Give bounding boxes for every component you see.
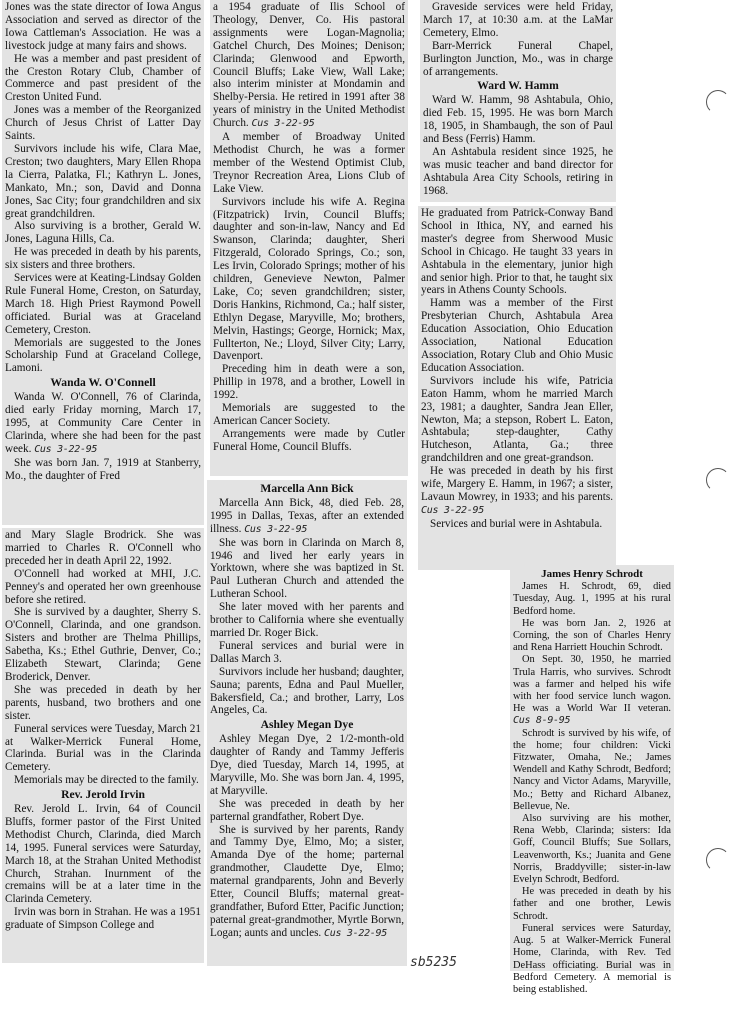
obituary-clipping-dye-hamm	[420, 0, 616, 202]
paragraph: O'Connell had worked at MHI, J.C. Penney's and operated her own greenhouse before she retired.	[5, 567, 201, 606]
paragraph: Graveside services were held Friday, March 17, at 10:30 a.m. at the LaMar Cemetery, Elmo.	[423, 1, 613, 39]
paragraph: Ashley Megan Dye, 2 1/2-month-old daughter of Randy and Tammy Jefferis Dye, died Tuesday, March 14, 1995, at Maryville, Mo. She was born Jan. 4, 1995, at Maryville.	[210, 733, 404, 797]
obituary-heading: Ashley Megan Dye	[260, 718, 354, 732]
binder-hole	[706, 90, 730, 114]
handwritten-date-note: Cus 8-9-95	[513, 715, 571, 727]
paragraph: and Mary Slagle Brodrick. She was married to Charles R. O'Connell who preceded her in death April 22, 1992.	[5, 529, 201, 567]
obituary-clipping-irvin-continued	[210, 0, 408, 476]
paragraph: Services and burial were in Ashtabula.	[430, 517, 603, 530]
paragraph: Jones was a member of the Reorganized Church of Jesus Christ of Latter Day Saints.	[5, 104, 201, 143]
paragraph: Memorials are suggested to the Jones Scholarship Fund at Graceland College, Lamoni.	[5, 336, 201, 375]
paragraph: Arrangements were made by Cutler Funeral Home, Council Bluffs.	[213, 427, 405, 453]
paragraph: Survivors include his wife A. Regina (Fitzpatrick) Irvin, Council Bluffs; daughter and son-in-law, Nancy and Ed Swanson, Clarinda; daughter, Sheri Fitzgerald, Colorado Springs, Co.; son, Les Irvin, Colorado Springs; mother of his children, Genevieve Newton, Palmer Lake, Co; seven grandchildren; sister, Doris Hankins, Richmond, Ca.; half sister, Ethlyn Degase, Maryville, Mo; brothers, Melvin, Hastings; George, Hornick; Max, Fullterton, Ne.; Lloyd, Silver City; Larry, Davenport.	[213, 195, 405, 363]
obituary-heading: Wanda W. O'Connell	[50, 376, 156, 390]
paragraph-text: He was preceded in death by his first wife, Margery E. Hamm, in 1967; a sister, Lavaun Mowrey, in 1933; and his parents.	[421, 465, 613, 503]
paragraph: She was born Jan. 7, 1919 at Stanberry, Mo., the daughter of Fred	[5, 456, 201, 482]
paragraph: Also surviving are his mother, Rena Webb, Clarinda; sisters: Ida Goff, Council Bluffs; Sue Sollars, Leavenworth, Ks.; Juanita and Gene Norris, Braddyville; sister-in-law Evelyn Schrodt, Bedford.	[513, 813, 671, 886]
paragraph: He was a member and past president of the Creston Rotary Club, Chamber of Commerce and past president of the Creston United Fund.	[5, 52, 201, 104]
obituary-heading: James Henry Schrodt	[541, 568, 643, 580]
paragraph: Services were at Keating-Lindsay Golden Rule Funeral Home, Creston, on Saturday, March 18. High Priest Raymond Powell officiated. Burial was at Graceland Cemetery, Creston.	[5, 272, 202, 336]
paragraph: Also surviving is a brother, Gerald W. Jones, Laguna Hills, Ca.	[5, 220, 201, 246]
paragraph-text: Marcella Ann Bick, 48, died Feb. 28, 1995 in Dallas, Texas, after an extended illness.	[210, 496, 404, 535]
obituary-clipping-hamm-continued	[418, 206, 616, 570]
paragraph: She later moved with her parents and brother to California where she eventually married Dr. Roger Bick.	[210, 601, 404, 639]
paragraph: She was born in Clarinda on March 8, 1946 and lived her early years in Yorktown, where she was baptized in St. Paul Lutheran Church and attended the Lutheran School.	[210, 536, 404, 601]
paragraph: Funeral services were Saturday, Aug. 5 at Walker-Merrick Funeral Home, Clarinda, with Rev. Ted DeHass officiating. Burial was in Bedford Cemetery. A memorial is being established.	[513, 922, 671, 995]
paragraph	[213, 1, 405, 131]
paragraph: Schrodt is survived by his wife, of the home; four children: Vicki Fitzwater, Omaha, Ne.; James Wendell and Kathy Schrodt, Bedford; Nancy and Victor Adams, Maryville, Mo.; Betty and Richard Albanez, Bellevue, Ne.	[513, 727, 671, 812]
obituary-clipping-oconnell-irvin	[2, 528, 204, 963]
handwritten-date-note: Cus 3-22-95	[324, 927, 387, 939]
paragraph-text: a 1954 graduate of Ilis School of Theology, Denver, Co. His pastoral assignments were Logan-Magnolia; Gatchel Church, Des Moines; Denison; Clarinda; Glenwood and Epworth, Council Bluffs; Lake View, Wall Lake; also interim minister at Mondamin and Shelby-Persia. He retired in 1991 after 38 years of ministry in the United Methodist Church.	[213, 1, 405, 130]
paragraph: Memorials may be directed to the family.	[14, 774, 199, 787]
paragraph: Funeral services were Tuesday, March 21 at Walker-Merrick Funeral Home, Clarinda. Burial was in the Clarinda Cemetery.	[5, 722, 201, 774]
archive-number-handwritten: sb5235	[410, 955, 457, 970]
paragraph: He was preceded in death by his parents, six sisters and three brothers.	[5, 246, 201, 272]
handwritten-date-note: Cus 3-22-95	[34, 443, 98, 455]
paragraph	[421, 465, 613, 518]
paragraph: Preceding him in death were a son, Phillip in 1978, and a brother, Lowell in 1992.	[213, 363, 405, 402]
paragraph-text: She is survived by her parents, Randy and Tammy Dye, Elmo, Mo; a sister, Amanda Dye of the home; parternal grandmother, Claudette Dye, Elmo; maternal grandparents, John and Beverly Etter, Council Bluffs; maternal great-grandfather, Buford Etter, Pacific Junction; paternal great-grandmother, Myrtle Borwn, Logan; aunts and uncles.	[210, 823, 404, 939]
paragraph: An Ashtabula resident since 1925, he was music teacher and band director for Ashtabula Area City Schools, retiring in 1968.	[423, 145, 613, 197]
obituary-heading: Marcella Ann Bick	[260, 482, 354, 495]
paragraph: Ward W. Hamm, 98 Ashtabula, Ohio, died Feb. 15, 1995. He was born March 18, 1905, in Shambaugh, the son of Paul and Bess (Ferris) Hamm.	[423, 94, 613, 146]
paragraph	[513, 654, 671, 727]
paragraph: A member of Broadway United Methodist Church, he was a former member of the Westend Optimist Club, Treynor Recreation Area, Lions Club of Lake View.	[213, 131, 405, 195]
paragraph: She was preceded in death by her parternal grandfather, Robert Dye.	[210, 797, 404, 823]
obituary-heading: Ward W. Hamm	[477, 79, 559, 93]
paragraph: Memorials are suggested to the American Cancer Society.	[213, 402, 405, 427]
paragraph-text: On Sept. 30, 1950, he married Trula Harris, who survives. Schrodt was a farmer and helped his wife with her food service lunch wagon. He was a World War II veteran.	[513, 654, 671, 715]
paragraph	[210, 497, 404, 537]
handwritten-date-note: Cus 3-22-95	[251, 118, 315, 130]
paragraph-text: Wanda W. O'Connell, 76 of Clarinda, died early Friday morning, March 17, 1995, at Community Care Center in Clarinda, where she had been for the past week.	[5, 391, 201, 455]
paragraph: Survivors include her husband; daughter, Sauna; parents, Edna and Paul Mueller, Bakersfield, Ca.; and brother, Larry, Los Angeles, Ca.	[210, 665, 404, 717]
binder-hole	[706, 468, 730, 492]
paragraph: Barr-Merrick Funeral Chapel, Burlington Junction, Mo., was in charge of arrangements.	[423, 39, 613, 78]
paragraph: Rev. Jerold L. Irvin, 64 of Council Bluffs, former pastor of the First United Methodist Church, Clarinda, died March 14, 1995. Funeral services were Saturday, March 18, at the Strahan United Methodist Church, Strahan. Inurnment of the cremains will be at a later time in the Clarinda Cemetery.	[5, 803, 201, 906]
paragraph: He was born Jan. 2, 1926 at Corning, the son of Charles Henry and Rena Harriett Houchin Schrodt.	[513, 617, 671, 654]
paragraph: Irvin was born in Strahan. He was a 1951 graduate of Simpson College and	[5, 906, 201, 932]
obituary-clipping-schrodt	[510, 565, 674, 995]
handwritten-date-note: Cus 3-22-95	[244, 523, 308, 535]
handwritten-date-note: Cus 3-22-95	[421, 504, 484, 516]
obituary-clipping-bick-dye	[207, 480, 407, 966]
paragraph: He was preceded in death by his father and one brother, Lewis Schrodt.	[513, 886, 671, 922]
paragraph	[5, 391, 201, 457]
paragraph: James H. Schrodt, 69, died Tuesday, Aug. 1, 1995 at his rural Bedford home.	[513, 581, 671, 617]
paragraph: Jones was the state director of Iowa Angus Association and served as director of the Iowa Cattleman's Association. He was a livestock judge at many fairs and shows.	[5, 1, 201, 52]
paragraph: She is survived by a daughter, Sherry S. O'Connell, Clarinda, and one grandson. Sisters and brother are Thelma Phillips, Sabetha, Ks.; Ethel Guthrie, Denver, Co.; Elizabeth Stewart, Clarinda; Gene Broderick, Denver.	[5, 606, 201, 683]
paragraph: Hamm was a member of the First Presbyterian Church, Ashtabula Area Education Association, Ohio Education Association, National Education Association, Rotary Club and Ohio Music Education Association.	[421, 297, 613, 374]
paragraph: He graduated from Patrick-Conway Band School in Ithica, NY, and earned his master's degree from Sherwood Music School in Chicago. He taught 33 years in Ashtabula in the elementary, junior high and senior high. Prior to that, he taught six years in Athens County Schools.	[421, 207, 613, 297]
binder-hole	[706, 848, 730, 872]
paragraph: She was preceded in death by her parents, husband, two brothers and one sister.	[5, 683, 201, 722]
obituary-heading: Rev. Jerold Irvin	[61, 788, 145, 802]
paragraph: Survivors include his wife, Patricia Eaton Hamm, whom he married March 23, 1981; a daughter, Sandra Jean Eller, Newton, Ma; a stepson, Robert L. Eaton, Ashtabula; step-daughter, Cathy Hutcheson, Atlanta, Ga.; three grandchildren and one great-grandson.	[421, 374, 613, 465]
paragraph: Survivors include his wife, Clara Mae, Creston; two daughters, Mary Ellen Rhopa la Cierra, Palatka, Fl.; Kathryn L. Jones, Mankato, Mn.; son, David and Donna Jones, Sac City; four grandchildren and six great grandchildren.	[5, 142, 201, 220]
paragraph: Funeral services and burial were in Dallas March 3.	[210, 639, 404, 665]
obituary-clipping-jones-oconnell	[2, 0, 204, 525]
paragraph	[210, 824, 404, 941]
